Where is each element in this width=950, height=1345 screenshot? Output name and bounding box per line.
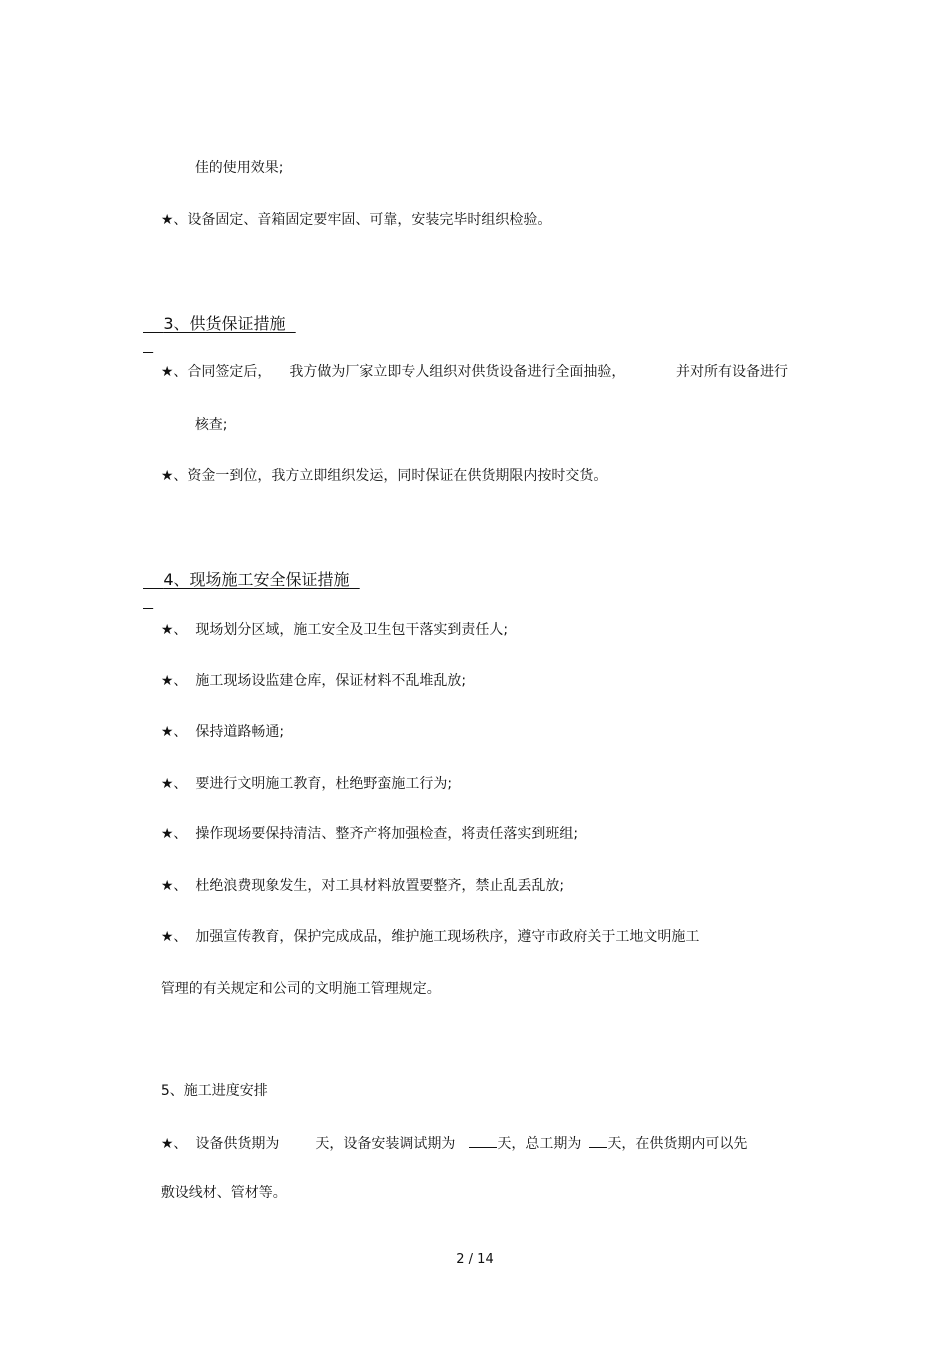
heading-text: 3、供货保证措施 [163,314,286,333]
paragraph-text: 敷设线材、管材等。 [160,1185,287,1201]
section-heading [143,1064,268,1118]
bullet-text: 天，在供货期内可以先 [607,1136,748,1152]
bullet-item [143,807,578,861]
bullet-text: 天，设备安装调试期为 [315,1136,456,1152]
bullet-text: 设备供货期为 [195,1136,280,1152]
star-bullet-icon: ★、 [160,878,188,894]
star-bullet-icon: ★、 [160,622,188,638]
bullet-text: 施工现场设监建仓库，保证材料不乱堆乱放; [195,673,467,689]
bullet-item [143,603,508,657]
bullet-item [143,757,452,811]
blank-underline [589,1133,607,1148]
bullet-item [143,654,466,708]
text-line [177,141,284,195]
bullet-text: 现场划分区域，施工安全及卫生包干落实到责任人; [195,622,509,638]
text-line [143,1166,287,1220]
blank-underline [469,1133,497,1148]
bullet-text: 要进行文明施工教育，杜绝野蛮施工行为; [195,776,453,792]
bullet-item [143,910,699,964]
bullet-text: 保持道路畅通; [195,724,285,740]
star-bullet-icon: ★、 [160,929,188,945]
bullet-item [143,1115,747,1171]
bullet-text: 天，总工期为 [497,1136,582,1152]
section-heading [143,550,360,610]
star-bullet-icon: ★、 [160,826,188,842]
star-bullet-icon: ★、 [160,673,188,689]
bullet-item [143,449,607,503]
star-bullet-icon: ★、 [160,776,188,792]
paragraph-text: 核查; [194,417,228,433]
heading-text: 5、施工进度安排 [160,1083,268,1099]
paragraph-text: 管理的有关规定和公司的文明施工管理规定。 [160,981,441,997]
star-bullet-icon: ★、 [160,212,188,228]
star-bullet-icon: ★、 [160,724,188,740]
star-bullet-icon: ★、 [160,364,188,380]
bullet-item [143,859,564,913]
bullet-text: 我方做为厂家立即专人组织对供货设备进行全面抽验， [289,364,626,380]
bullet-text: 加强宣传教育，保护完成成品，维护施工现场秩序，遵守市政府关于工地文明施工 [195,929,700,945]
paragraph-text: 佳的使用效果; [194,160,284,176]
page-number: 2 / 14 [456,1252,494,1267]
star-bullet-icon: ★、 [160,468,188,484]
bullet-text: 资金一到位，我方立即组织发运，同时保证在供货期限内按时交货。 [187,468,608,484]
bullet-item [143,345,803,399]
bullet-item [143,193,551,247]
star-bullet-icon: ★、 [160,1136,188,1152]
bullet-text: 并对所有设备进行 [676,364,788,380]
bullet-text: 杜绝浪费现象发生，对工具材料放置要整齐，禁止乱丢乱放; [195,878,565,894]
text-line [177,398,228,452]
bullet-text: 设备固定、音箱固定要牢固、可靠，安装完毕时组织检验。 [187,212,552,228]
bullet-item [143,705,284,759]
text-line [143,962,441,1016]
bullet-text: 合同签定后， [187,364,272,380]
bullet-text: 操作现场要保持清洁、整齐产将加强检查，将责任落实到班组; [195,826,579,842]
heading-text: 4、现场施工安全保证措施 [163,570,350,589]
